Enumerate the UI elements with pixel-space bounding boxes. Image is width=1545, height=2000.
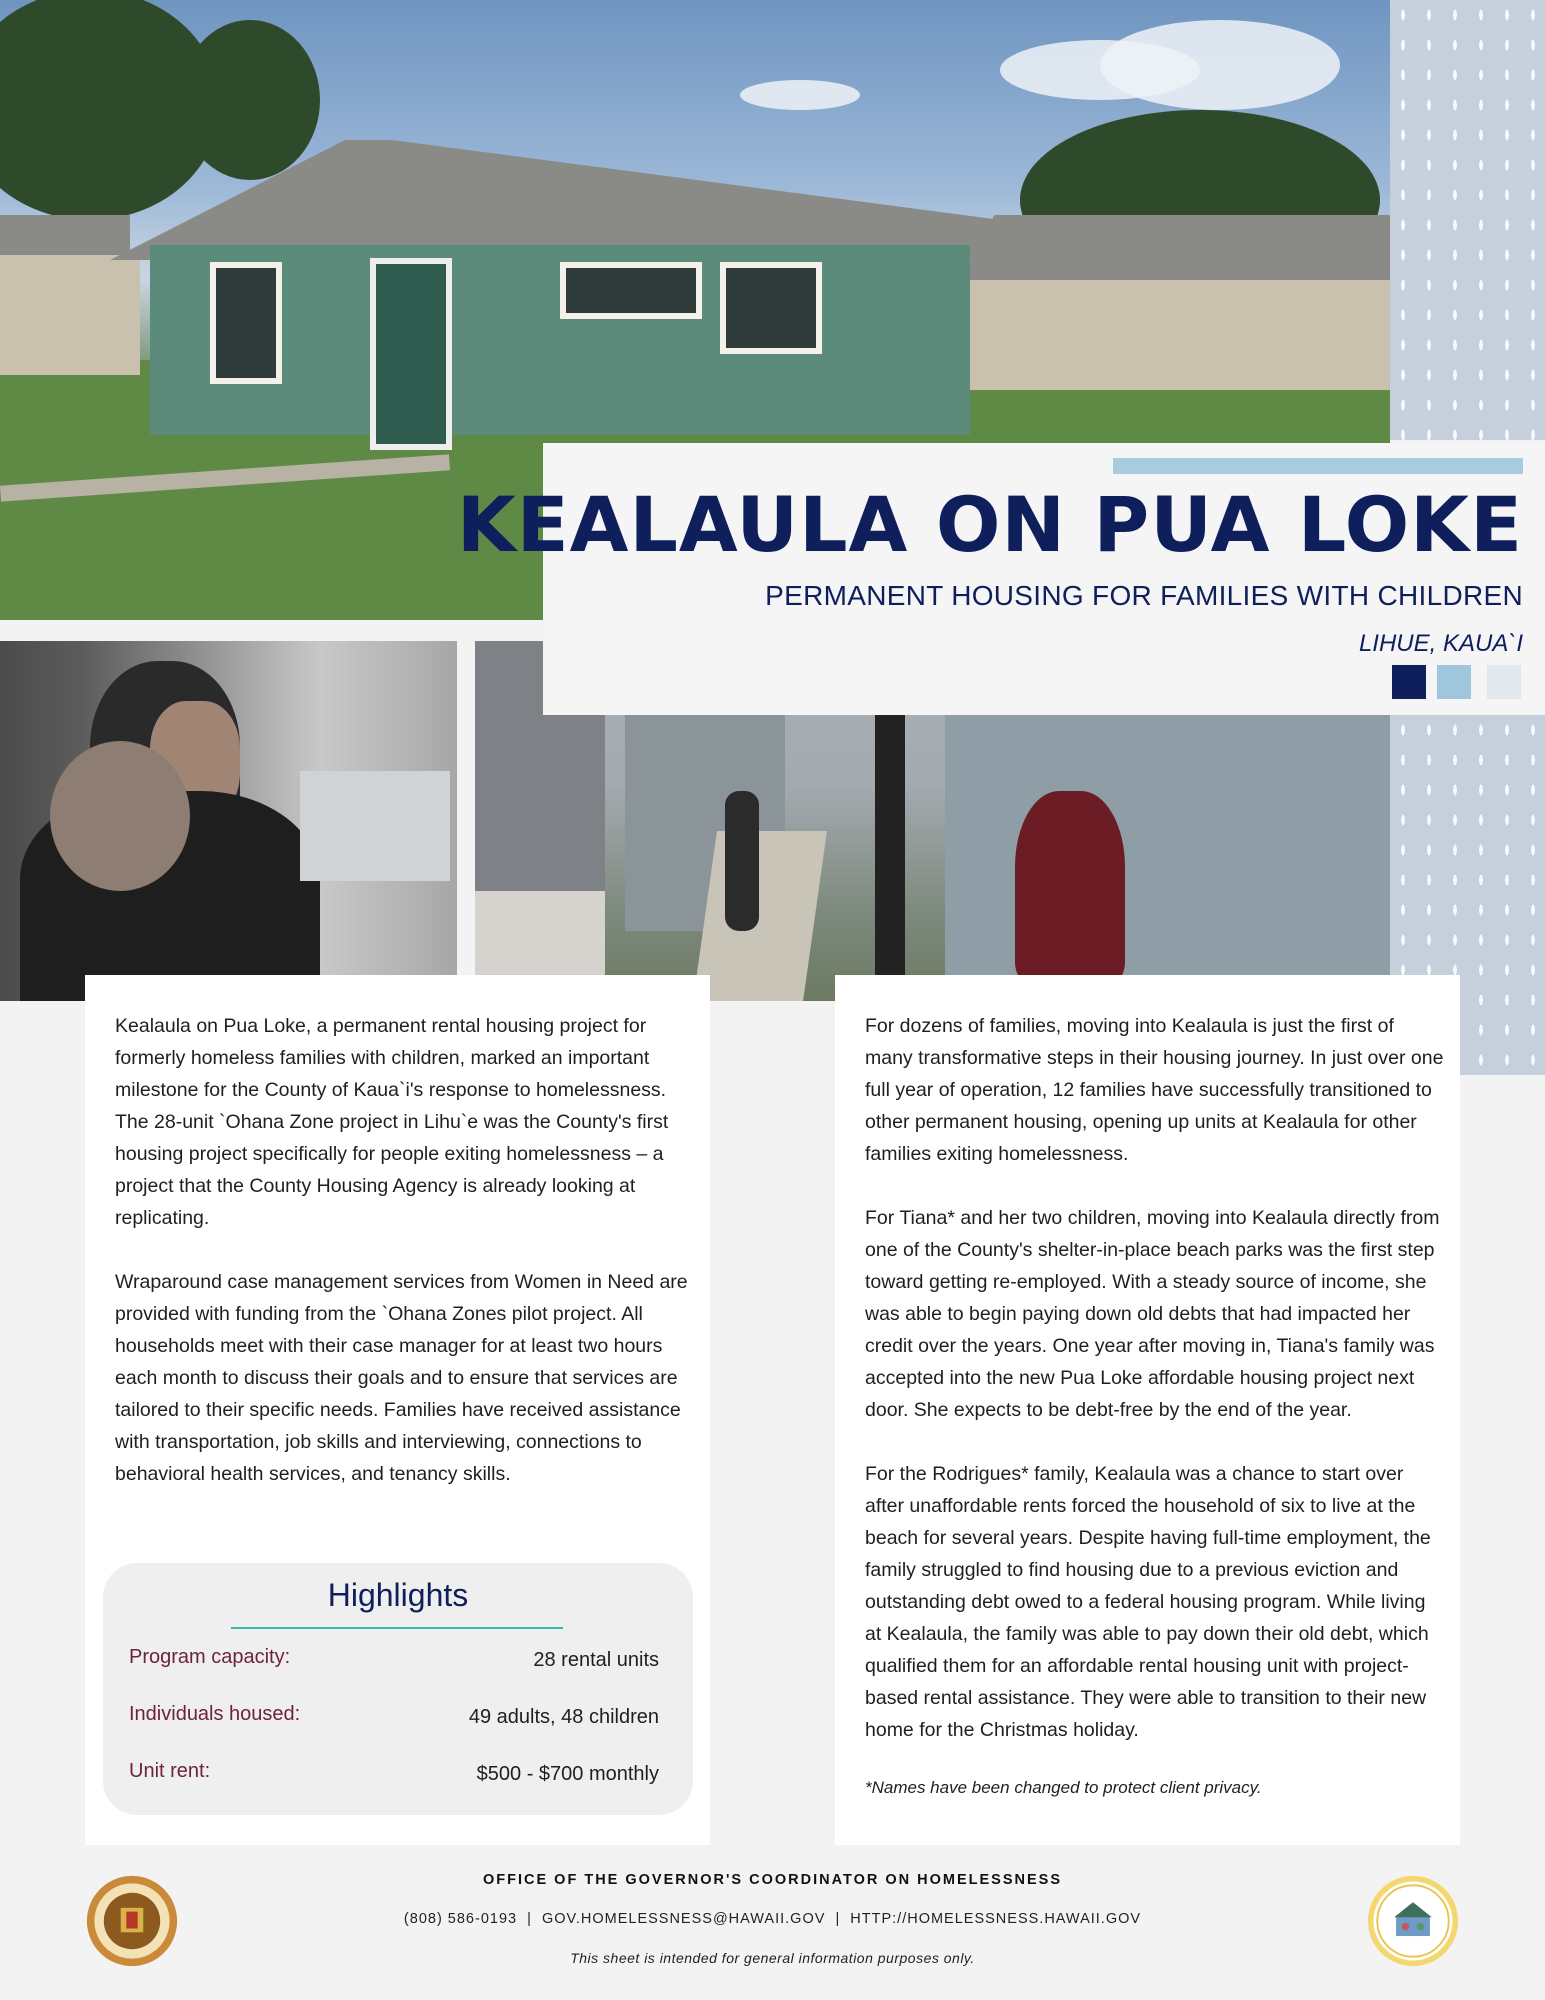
decorative-pattern-top (1390, 0, 1545, 440)
highlights-title: Highlights (327, 1577, 469, 1613)
color-swatch-pale-gray (1487, 665, 1521, 699)
page-subtitle: PERMANENT HOUSING FOR FAMILIES WITH CHILDREN (765, 580, 1523, 611)
highlight-label: Unit rent: (129, 1760, 211, 1782)
highlight-label: Individuals housed: (129, 1703, 301, 1725)
location-label: LIHUE, KAUA`I (1358, 630, 1523, 657)
left-paragraph-2: Wraparound case management services from Women in Need are provided with funding from the `Ohana Zones pilot project. All households meet with their case manager for at least two hours each month to discuss their goals and to ensure that services are tailored to their specific needs. Families have received assistance with transportation, job skills and interviewing, connections to behavioral health services, and tenancy skills. (115, 1271, 688, 1485)
highlight-value: 28 rental units (533, 1649, 659, 1671)
footer-office: OFFICE OF THE GOVERNOR'S COORDINATOR ON HOMELESSNESS (482, 1872, 1062, 1888)
privacy-note: *Names have been changed to protect client privacy. (865, 1778, 1262, 1797)
title-accent-bar (1113, 458, 1523, 474)
footer-contact: (808) 586-0193 | GOV.HOMELESSNESS@HAWAII.GOV | HTTP://HOMELESSNESS.HAWAII.GOV (403, 1911, 1142, 1927)
highlights-divider (231, 1627, 563, 1629)
council-on-homelessness-seal-icon (1366, 1874, 1460, 1968)
right-text-column (835, 975, 1460, 1845)
color-swatch-navy (1392, 665, 1426, 699)
highlights-box (103, 1563, 693, 1815)
photo-mother-and-child (0, 641, 457, 1001)
highlight-value: $500 - $700 monthly (476, 1763, 659, 1785)
highlight-row (129, 1646, 659, 1676)
right-paragraph-2: For Tiana* and her two children, moving into Kealaula directly from one of the County's shelter-in-place beach parks was the first step toward getting re-employed. With a steady source of income, she was able to begin paying down old debts that had impacted her credit over the years. One year after moving in, Tiana's family was accepted into the new Pua Loke affordable housing project next door. She expects to be debt-free by the end of the year. (865, 1207, 1440, 1421)
right-paragraph-3: For the Rodrigues* family, Kealaula was a chance to start over after unaffordable rents forced the household of six to live at the beach for several years. Despite having full-time employment, the family struggled to find housing due to a previous eviction and outstanding debt owed to a federal housing program. While living at Kealaula, the family was able to pay down their old debt, which qualified them for an affordable rental housing unit with project-based rental assistance. They were able to transition to their new home for the Christmas holiday. (865, 1463, 1431, 1741)
right-paragraph-1: For dozens of families, moving into Kealaula is just the first of many transformative steps in their housing journey. In just over one full year of operation, 12 families have successfully transitioned to other permanent housing, opening up units at Kealaula for other families exiting homelessness. (865, 1015, 1444, 1165)
highlight-value: 49 adults, 48 children (468, 1706, 659, 1728)
footer-disclaimer: This sheet is intended for general information purposes only. (570, 1950, 975, 1966)
highlight-row (129, 1703, 659, 1733)
color-swatch-light-blue (1437, 665, 1471, 699)
highlight-row (129, 1760, 659, 1790)
highlight-label: Program capacity: (129, 1646, 291, 1668)
page-title: KEALAULA ON PUA LOKE (456, 480, 1523, 569)
left-paragraph-1: Kealaula on Pua Loke, a permanent rental housing project for formerly homeless families with children, marked an important milestone for the County of Kaua`i's response to homelessness. The 28-unit `Ohana Zone project in Lihu`e was the County's first housing project specifically for people exiting homelessness – a project that the County Housing Agency is already looking at replicating. (115, 1015, 669, 1229)
